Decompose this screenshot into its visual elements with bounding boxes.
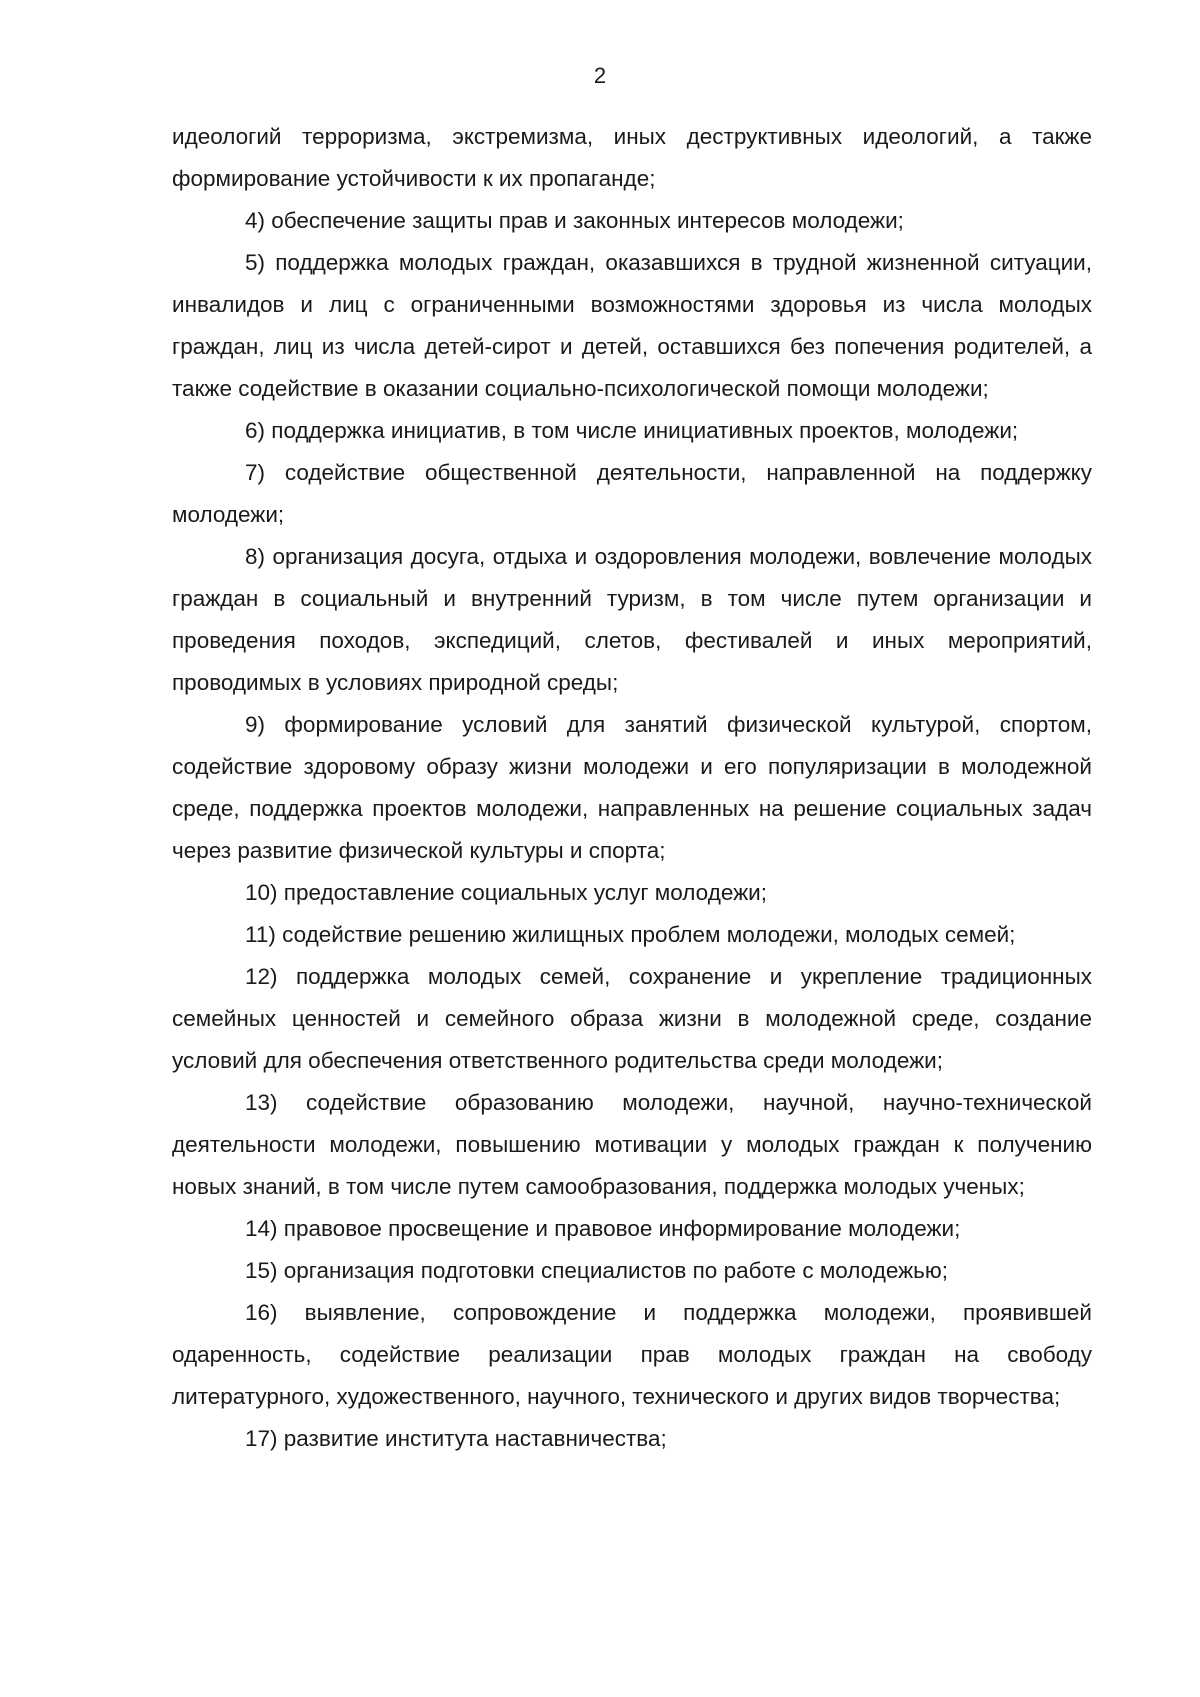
list-item-13: 13) содействие образованию молодежи, научной, научно-технической деятельности молодежи, повышению мотивации у молодых граждан к получению новых знаний, в том числе путем самообразования, поддержка молодых ученых;: [172, 1090, 1092, 1199]
list-item-14: 14) правовое просвещение и правовое информирование молодежи;: [245, 1216, 961, 1241]
list-item-6: 6) поддержка инициатив, в том числе инициативных проектов, молодежи;: [245, 418, 1019, 443]
list-item-7: 7) содействие общественной деятельности, направленной на поддержку молодежи;: [172, 460, 1092, 527]
list-item-8: 8) организация досуга, отдыха и оздоровления молодежи, вовлечение молодых граждан в социальный и внутренний туризм, в том числе путем организации и проведения походов, экспедиций, слетов, фестивалей и иных мероприятий, проводимых в условиях природной среды;: [172, 544, 1092, 695]
list-item-15: 15) организация подготовки специалистов по работе с молодежью;: [245, 1258, 948, 1283]
document-body: [172, 116, 1092, 1460]
list-item-4: 4) обеспечение защиты прав и законных интересов молодежи;: [245, 208, 904, 233]
list-item-5: 5) поддержка молодых граждан, оказавшихся в трудной жизненной ситуации, инвалидов и лиц с ограниченными возможностями здоровья из числа молодых граждан, лиц из числа детей-сирот и детей, оставшихся без попечения родителей, а также содействие в оказании социально-психологической помощи молодежи;: [172, 250, 1092, 401]
list-item-10: 10) предоставление социальных услуг молодежи;: [245, 880, 767, 905]
list-item-17: 17) развитие института наставничества;: [245, 1426, 667, 1451]
page-number: 2: [593, 63, 607, 88]
list-item-16: 16) выявление, сопровождение и поддержка молодежи, проявившей одаренность, содействие реализации прав молодых граждан на свободу литературного, художественного, научного, технического и других видов творчества;: [172, 1300, 1092, 1409]
list-item-11: 11) содействие решению жилищных проблем молодежи, молодых семей;: [245, 922, 1016, 947]
list-item-9: 9) формирование условий для занятий физической культурой, спортом, содействие здоровому образу жизни молодежи и его популяризации в молодежной среде, поддержка проектов молодежи, направленных на решение социальных задач через развитие физической культуры и спорта;: [172, 712, 1092, 863]
paragraph-continuation: идеологий терроризма, экстремизма, иных деструктивных идеологий, а также формирование устойчивости к их пропаганде;: [172, 124, 1092, 191]
list-item-12: 12) поддержка молодых семей, сохранение и укрепление традиционных семейных ценностей и семейного образа жизни в молодежной среде, создание условий для обеспечения ответственного родительства среди молодежи;: [172, 964, 1092, 1073]
